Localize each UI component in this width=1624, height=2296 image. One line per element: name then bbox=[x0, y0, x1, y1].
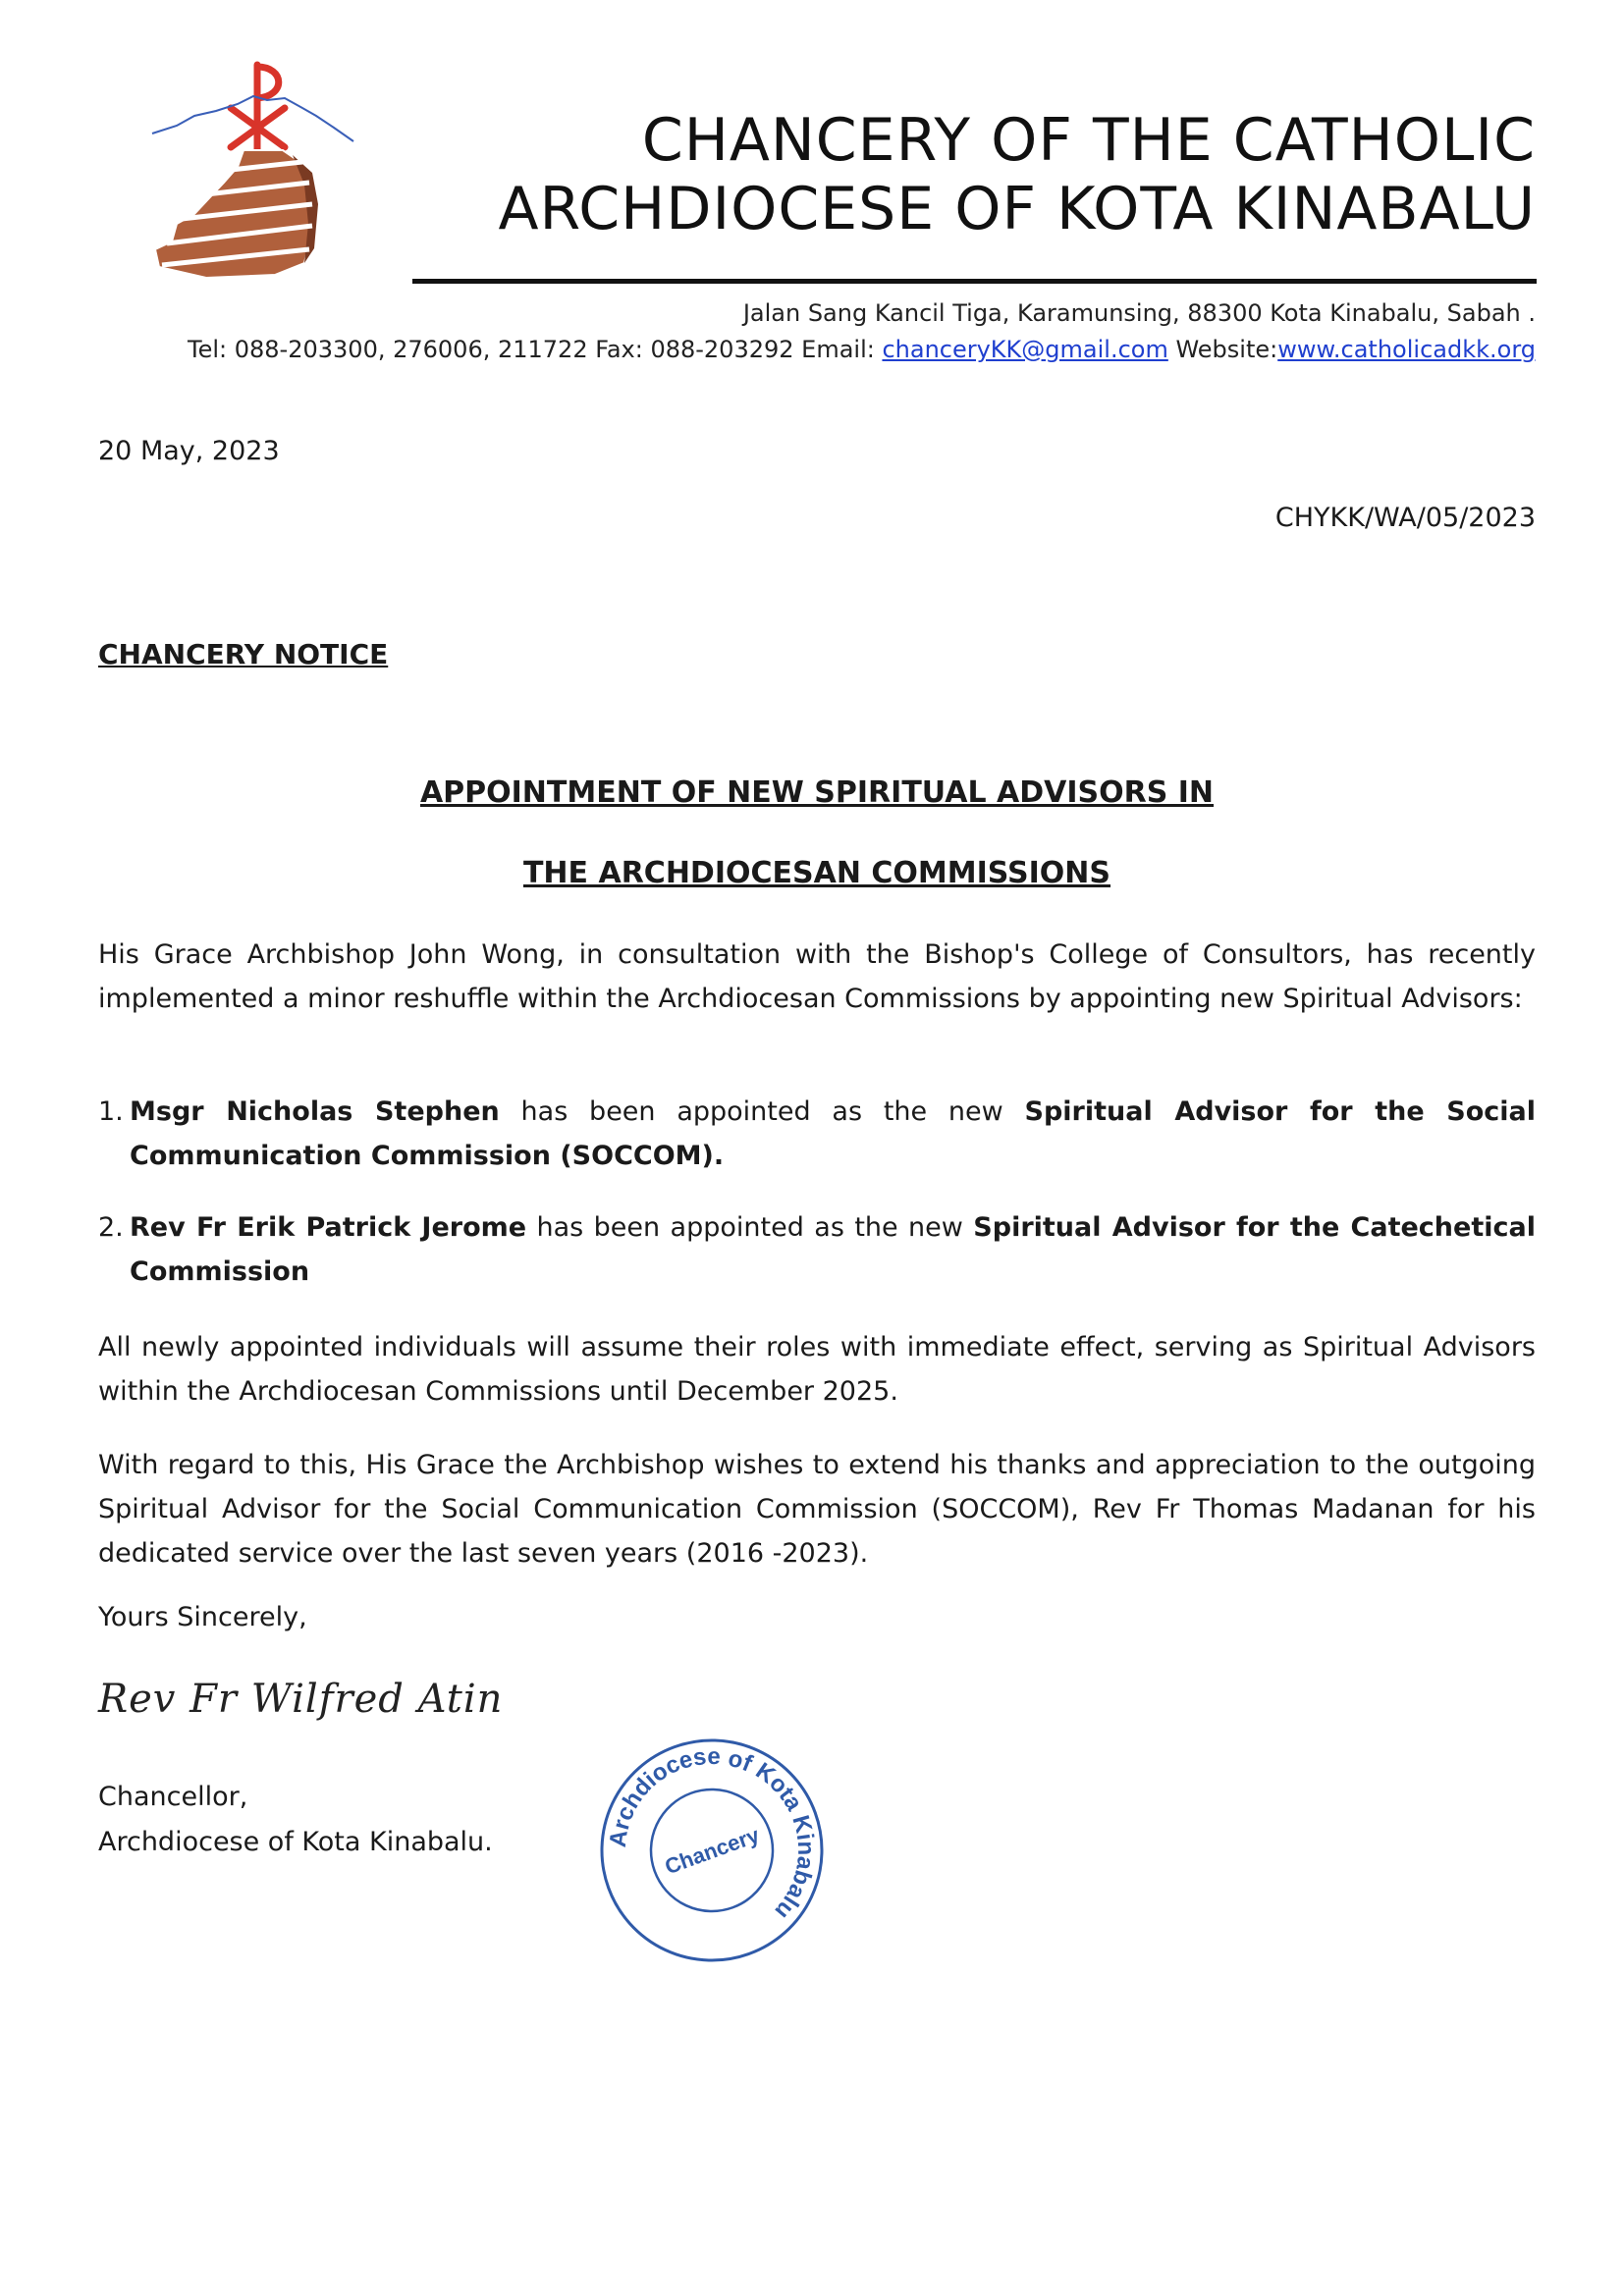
address-line: Jalan Sang Kancil Tiga, Karamunsing, 88300 Kota Kinabalu, Sabah . bbox=[742, 299, 1536, 327]
list-item bbox=[98, 1205, 1536, 1294]
contact-line bbox=[188, 336, 1536, 363]
signatory-organization: Archdiocese of Kota Kinabalu. bbox=[98, 1827, 493, 1857]
signatory-block bbox=[98, 1775, 493, 1865]
letter-date: 20 May, 2023 bbox=[98, 436, 280, 466]
closing-salutation: Yours Sincerely, bbox=[98, 1602, 307, 1632]
thanks-paragraph: With regard to this, His Grace the Archbishop wishes to extend his thanks and appreciation to the outgoing Spiritual Advisor for the Social Communication Commission (SOCCOM), Rev Fr Thomas Madanan for his dedicated service over the last seven years (2016 -2023). bbox=[98, 1450, 1536, 1569]
appointment-list-2 bbox=[98, 1205, 1536, 1294]
appointee-name: Rev Fr Erik Patrick Jerome bbox=[130, 1212, 527, 1243]
notice-heading: CHANCERY NOTICE bbox=[98, 638, 389, 670]
website-label: Website: bbox=[1167, 336, 1278, 363]
appointee-name: Msgr Nicholas Stephen bbox=[130, 1096, 500, 1127]
chancery-stamp bbox=[589, 1728, 835, 1973]
header-divider bbox=[412, 279, 1537, 284]
appointment-text: has been appointed as the new bbox=[526, 1212, 974, 1243]
org-title-line2: ARCHDIOCESE OF KOTA KINABALU bbox=[498, 175, 1536, 243]
organization-title bbox=[422, 106, 1536, 243]
chi-rho-icon bbox=[231, 65, 285, 150]
list-number: 2. bbox=[98, 1212, 124, 1243]
org-title-line1: CHANCERY OF THE CATHOLIC bbox=[641, 106, 1536, 175]
list-number: 1. bbox=[98, 1096, 124, 1127]
contact-prefix: Tel: 088-203300, 276006, 211722 Fax: 088-203292 Email: bbox=[188, 336, 883, 363]
signatory-title: Chancellor, bbox=[98, 1782, 248, 1812]
appointment-list-1 bbox=[98, 1090, 1536, 1178]
email-link[interactable]: chanceryKK@gmail.com bbox=[882, 336, 1168, 363]
boat-icon bbox=[155, 150, 318, 278]
intro-paragraph: His Grace Archbishop John Wong, in consultation with the Bishop's College of Consultors, has recently implemented a minor reshuffle within the Archdiocesan Commissions by appointing new Spiritual Advisors: bbox=[98, 939, 1536, 1014]
appointment-role: Spiritual Advisor for the Social Communication Commission (SOCCOM). bbox=[130, 1096, 1536, 1171]
list-item bbox=[98, 1090, 1536, 1178]
notice-title-line2: THE ARCHDIOCESAN COMMISSIONS bbox=[522, 856, 1111, 890]
archdiocese-logo bbox=[147, 57, 368, 293]
appointment-role: Spiritual Advisor for the Catechetical Commission bbox=[130, 1212, 1536, 1287]
stamp-center-text: Chancery bbox=[661, 1822, 763, 1880]
effect-paragraph: All newly appointed individuals will assume their roles with immediate effect, serving as Spiritual Advisors within the Archdiocesan Commissions until December 2025. bbox=[98, 1332, 1536, 1407]
reference-number: CHYKK/WA/05/2023 bbox=[1274, 503, 1536, 533]
handwritten-signature: Rev Fr Wilfred Atin bbox=[98, 1677, 504, 1722]
notice-title-line1: APPOINTMENT OF NEW SPIRITUAL ADVISORS IN bbox=[419, 775, 1215, 810]
stamp-ring-text: Archdiocese of Kota Kinabalu bbox=[604, 1742, 820, 1925]
website-link[interactable]: www.catholicadkk.org bbox=[1277, 336, 1536, 363]
appointment-text: has been appointed as the new bbox=[499, 1096, 1025, 1127]
